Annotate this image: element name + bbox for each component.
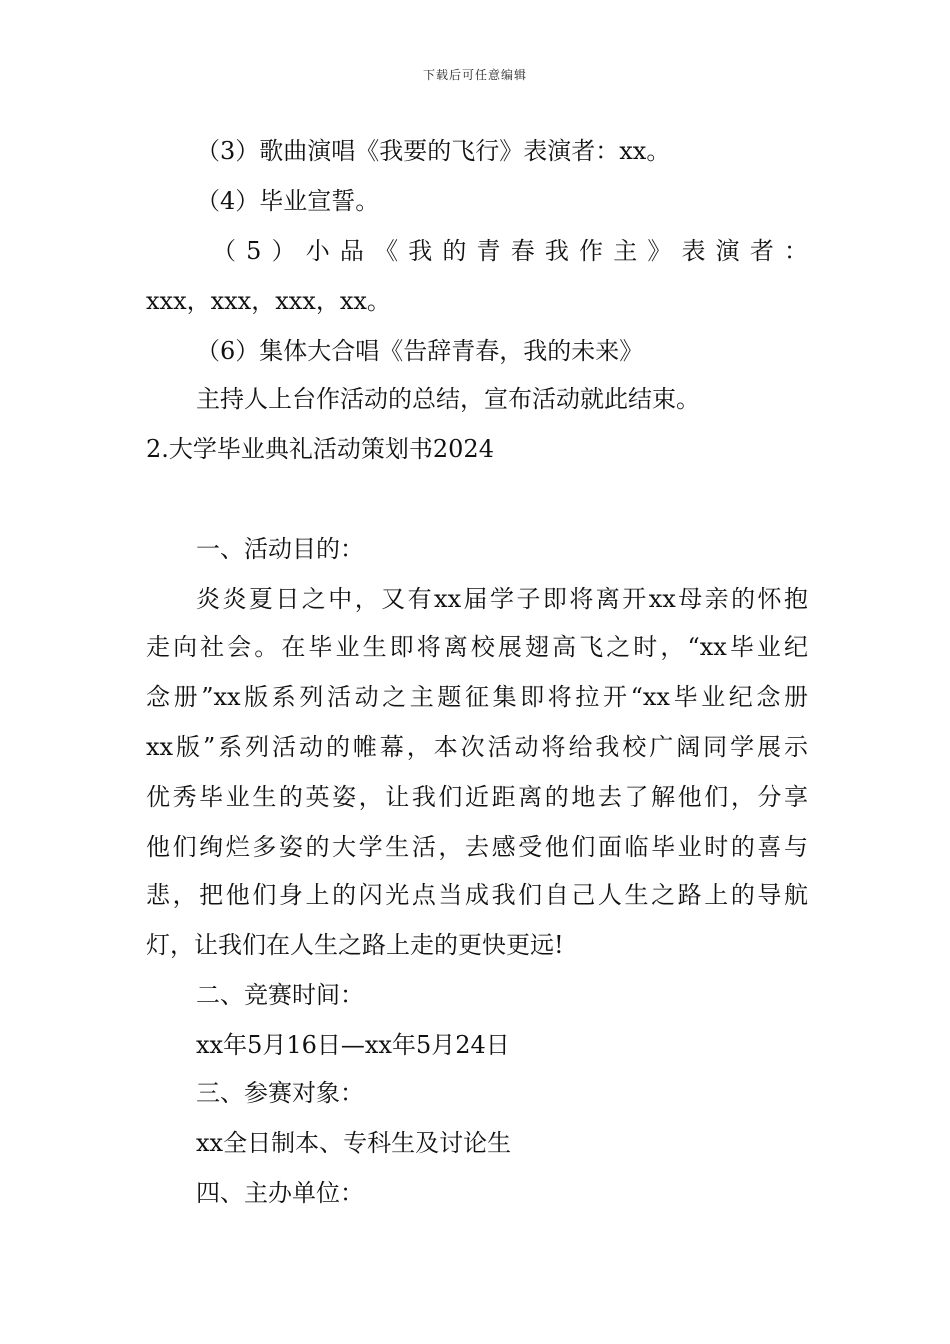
heading-activity-purpose: 一、活动目的：: [196, 535, 364, 563]
purpose-line-3: 念册”xx版系列活动之主题征集即将拉开“xx毕业纪念册: [146, 683, 808, 711]
closing-summary: 主持人上台作活动的总结，宣布活动就此结束。: [196, 385, 700, 413]
purpose-line-7: 悲，把他们身上的闪光点当成我们自己人生之路上的导航: [146, 881, 808, 909]
page-header-note: 下载后可任意编辑: [422, 68, 527, 82]
competition-dates: xx年5月16日—xx年5月24日: [196, 1031, 510, 1059]
purpose-line-2: 走向社会。在毕业生即将离校展翅高飞之时，“xx毕业纪: [146, 633, 808, 661]
purpose-line-1: 炎炎夏日之中，又有xx届学子即将离开xx母亲的怀抱: [196, 585, 808, 613]
purpose-line-8: 灯，让我们在人生之路上走的更快更远!: [146, 931, 564, 959]
purpose-line-5: 优秀毕业生的英姿，让我们近距离的地去了解他们，分享: [146, 783, 808, 811]
purpose-line-4: xx版”系列活动的帷幕，本次活动将给我校广阔同学展示: [146, 733, 808, 761]
program-item-5-performers: xxx，xxx，xxx，xx。: [146, 287, 391, 315]
program-item-6: （6）集体大合唱《告辞青春，我的未来》: [196, 337, 644, 365]
program-item-5: （5）小品《我的青春我作主》表演者：: [212, 237, 808, 265]
section-heading: 2.大学毕业典礼活动策划书2024: [146, 435, 494, 463]
program-item-3: （3）歌曲演唱《我要的飞行》表演者：xx。: [196, 137, 671, 165]
heading-competition-time: 二、竞赛时间：: [196, 981, 364, 1009]
heading-organizer: 四、主办单位：: [196, 1179, 364, 1207]
heading-participants: 三、参赛对象：: [196, 1079, 364, 1107]
program-item-4: （4）毕业宣誓。: [196, 187, 380, 215]
participants-text: xx全日制本、专科生及讨论生: [196, 1129, 512, 1157]
purpose-line-6: 他们绚烂多姿的大学生活，去感受他们面临毕业时的喜与: [146, 833, 808, 861]
